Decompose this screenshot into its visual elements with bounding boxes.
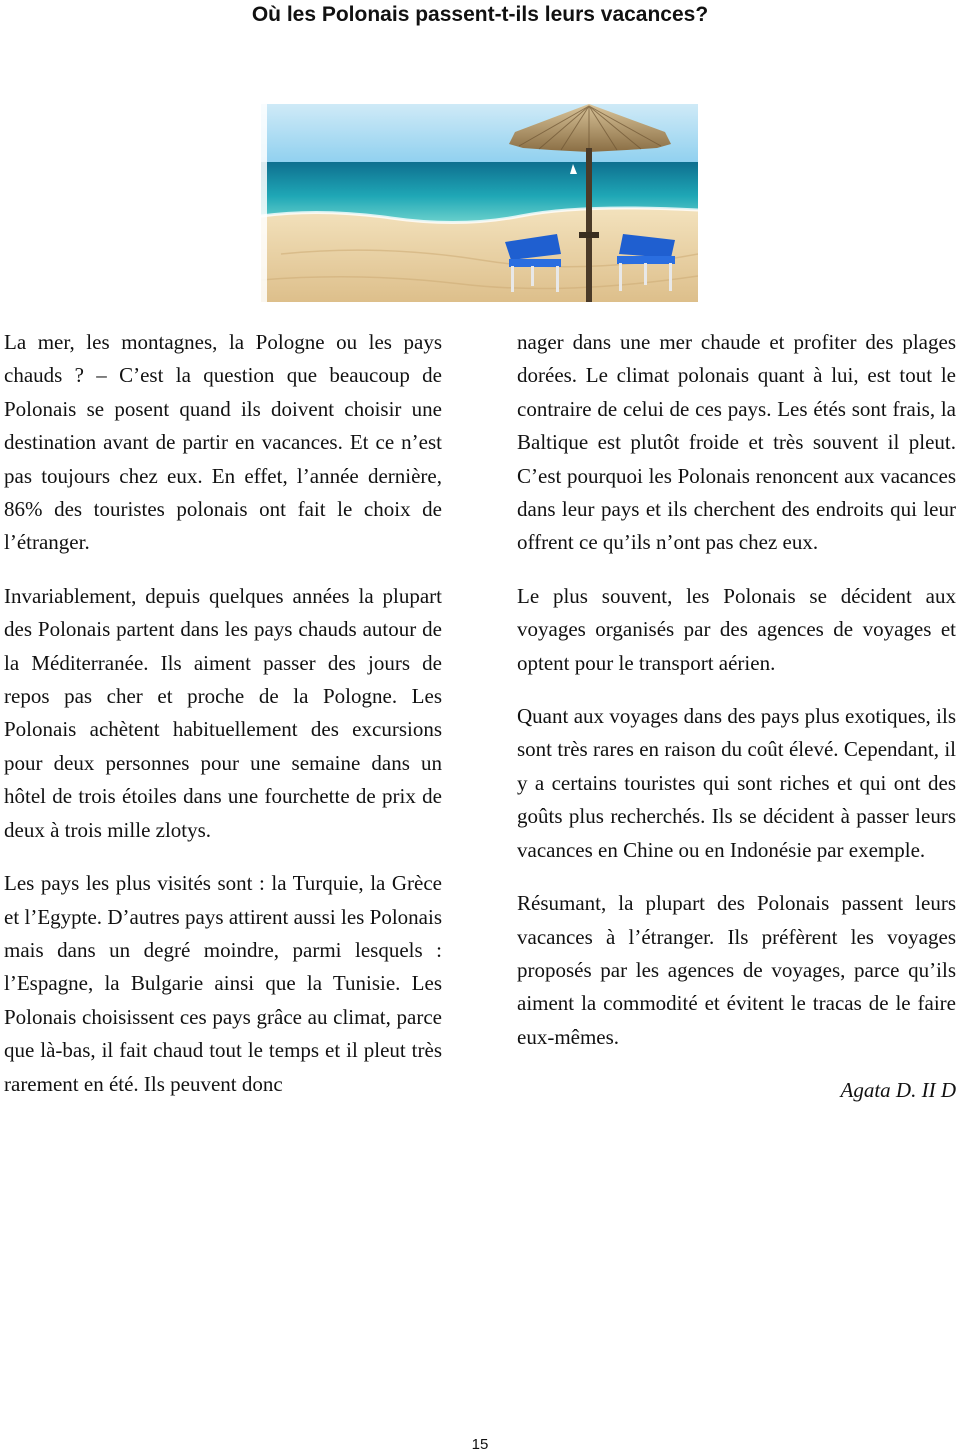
right-column <box>517 326 956 1108</box>
page-number: 15 <box>471 1436 489 1453</box>
left-column <box>4 326 442 1121</box>
paragraph: Le plus souvent, les Polonais se décident aux voyages organisés par des agences de voyages et optent pour le transport aérien. <box>517 583 956 675</box>
author-signature: Agata D. II D <box>840 1078 956 1103</box>
beach-umbrella-photo <box>261 104 698 302</box>
paragraph: Invariablement, depuis quelques années la plupart des Polonais partent dans les pays chauds autour de la Méditerranée. Ils aiment passer des jours de repos pas cher et proche de la Pologne. Les Polonais achètent habituellement des excursions pour deux personnes pour une semaine dans un hôtel de trois étoiles dans une fourchette de prix de deux à trois mille zlotys. <box>4 583 442 842</box>
paragraph: Résumant, la plupart des Polonais passent leurs vacances à l’étranger. Ils préfèrent les voyages proposés par les agences de voyages, parce qu’ils aiment la commodité et évitent le tracas de le faire eux-mêmes. <box>517 891 956 1049</box>
paragraph: Quant aux voyages dans des pays plus exotiques, ils sont très rares en raison du coût élevé. Cependant, il y a certains touristes qui sont riches et qui ont des goûts plus recherchés. Ils se décident à passer leurs vacances en Chine ou en Indonésie par exemple. <box>517 704 956 862</box>
paragraph: La mer, les montagnes, la Pologne ou les pays chauds ? – C’est la question que beaucoup de Polonais se posent quand ils doivent choisir une destination avant de partir en vacances. Et ce n’est pas toujours chez eux. En effet, l’année dernière, 86% des touristes polonais ont fait le choix de l’étranger. <box>4 330 442 555</box>
paragraph: nager dans une mer chaude et profiter des plages dorées. Le climat polonais quant à lui, est tout le contraire de celui de ces pays. Les étés sont frais, la Baltique est plutôt froide et très souvent il pleut. C’est pourquoi les Polonais renoncent aux vacances dans leur pays et ils cherchent des endroits qui leur offrent ce qu’ils n’ont pas chez eux. <box>517 330 956 555</box>
page-title: Où les Polonais passent-t-ils leurs vacances? <box>251 3 709 26</box>
paragraph: Les pays les plus visités sont : la Turquie, la Grèce et l’Egypte. D’autres pays attirent aussi les Polonais mais dans un degré moindre, parmi lesquels : l’Espagne, la Bulgarie ainsi que la Tunisie. Les Polonais choisissent ces pays grâce au climat, parce que là-bas, il fait chaud tout le temps et il pleut très rarement en été. Ils peuvent donc <box>4 871 442 1096</box>
